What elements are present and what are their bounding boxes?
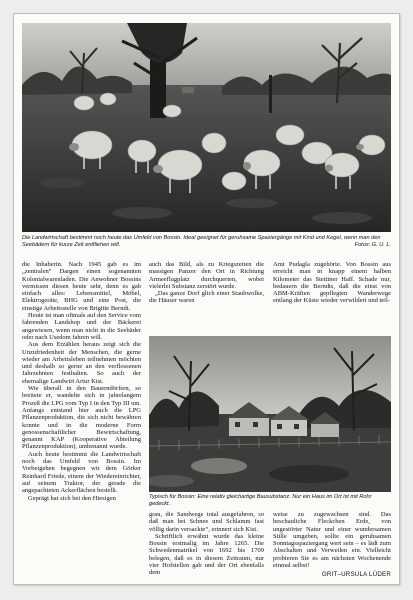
paragraph: grau, die Sandwege total ausgefahren, so daß man bei Schnee und Schlamm fast völlig darin versackte“, erinnert sich Kist.: [149, 511, 264, 533]
sheep-pasture-illustration: [22, 23, 391, 232]
photo-credit: Fotos: G. U. L.: [354, 241, 391, 248]
paragraph: Aus dem Erzählen heraus zeigt sich die Unzufriedenheit der Menschen, die gerne wieder am Arbeitsleben teilnehmen möchten und deshalb so gerne an den verflossenen Jahrzehnten festhalten. So auch der ehemalige Landwirt Artur Kist.: [22, 341, 141, 385]
paragraph: Heute ist man oftmals auf den Service vom fahrenden Landshop und der Bäckerei angewiesen, wenn man nicht in die Seebäder oder nach Usedom fahren will.: [22, 312, 141, 341]
paragraph: „Das ganze Dorf glich einer Staubwolke, die Häuser waren: [149, 290, 264, 305]
paragraph: Wie überall in den Bauerndörfern, so breitete er, wandelte sich in jahrelangem Prozeß die LPG vom Typ I in den Typ III um. Anfangs entstand hier auch die LPG Pflanzenproduktion, die sich nicht bewähren konnte und in die moderne Form genossenschaftlicher Bewirtschaftung, genannt KAP (Kooperative Abteilung Pflanzenproduktion), umbenannt wurde.: [22, 385, 141, 451]
sheep-pasture-photo: [22, 23, 391, 232]
village-houses-photo: [149, 336, 391, 492]
newspaper-page: [13, 13, 400, 585]
paragraph: auch das Bild, als zu Kriegszeiten die massigen Panzer den Ort in Richtung Armeeflugplatz durchquerten, wobei vielerlei Substanz zerstört wurde.: [149, 261, 264, 290]
village-houses-illustration: [149, 336, 391, 492]
paragraph: Amt Pudagla zugehörte. Von Bossin aus erreicht man in knapp einem halben Kilometer das Stettiner Haff. Schade nur, bedauern die Berndts, daß die einst von ABM-Kräften gepflegten Wanderwege entlang der Küste wieder verwildert und teil-: [273, 261, 391, 305]
paragraph: Auch heute bestimmt die Landwirtschaft noch das Umfeld von Bossin. Im Vorbeigehen begegnen wir dem Görker Reinhard Friede, einem der Wiedereinrichter, auf seinem Traktor, der gerade die angepachteten Ackerflächen bestellt.: [22, 450, 141, 495]
article-column-1: [22, 261, 141, 579]
paragraph: Schriftlich erwähnt wurde das kleine Bossin erstmalig im Jahre 1265. Die Schwedenmatrikel von 1692 bis 1709 belegen, daß es in diesem Zeitraum, nur vier Hofstellen gab und der Ort ebenfalls dem: [149, 532, 264, 577]
middle-photo-caption: Typisch für Bossin: Eine relativ gleichartige Bausubstanz. Nur ein Haus im Ort ist mit Rohr gedeckt.: [149, 494, 372, 507]
article-column-3-bottom: [273, 511, 391, 569]
article-column-2-bottom: [149, 511, 264, 579]
article-column-3-top: [273, 261, 391, 333]
paragraph: die Inhaberin. Nach 1945 gab es im „zentralen“ Dargen einen sogenannten Kolonialwarenladen. Die Anwohner Bossins vermissen diesen heute sehr, denn es gab einfach alles: Lebensmittel, Möbel, Elektrogeräte, BHG und eine Post, die einstige Arbeitsstelle von Brigitte Berndt.: [22, 261, 141, 312]
paragraph: weise zu zugewachsen sind. Das beschauliche Fleckchen Erde, von ungestörter Natur und einer wundersamen Stille umgeben, sollte ein geruhsamen Sonntagsspaziergang wert sein – es lädt zum Abschalten und Verweilen ein. Vielleicht probieren Sie es am nächsten Wochenende einmal selbst!: [273, 511, 391, 569]
author-byline: GRIT–URSULA LÜDER: [321, 571, 391, 578]
top-caption-text: Die Landwirtschaft bestimmt noch heute das Umfeld von Bossin. Ideal geeignet für geruhsame Spaziergänge mit Kind und Kegel, wenn man den Seebädern für kurze Zeit entfliehen will.: [22, 235, 381, 248]
top-photo-caption: [22, 235, 391, 249]
paragraph: Geprägt hat sich bei den Hiesigen: [28, 494, 116, 502]
article-column-2-top: [149, 261, 264, 333]
